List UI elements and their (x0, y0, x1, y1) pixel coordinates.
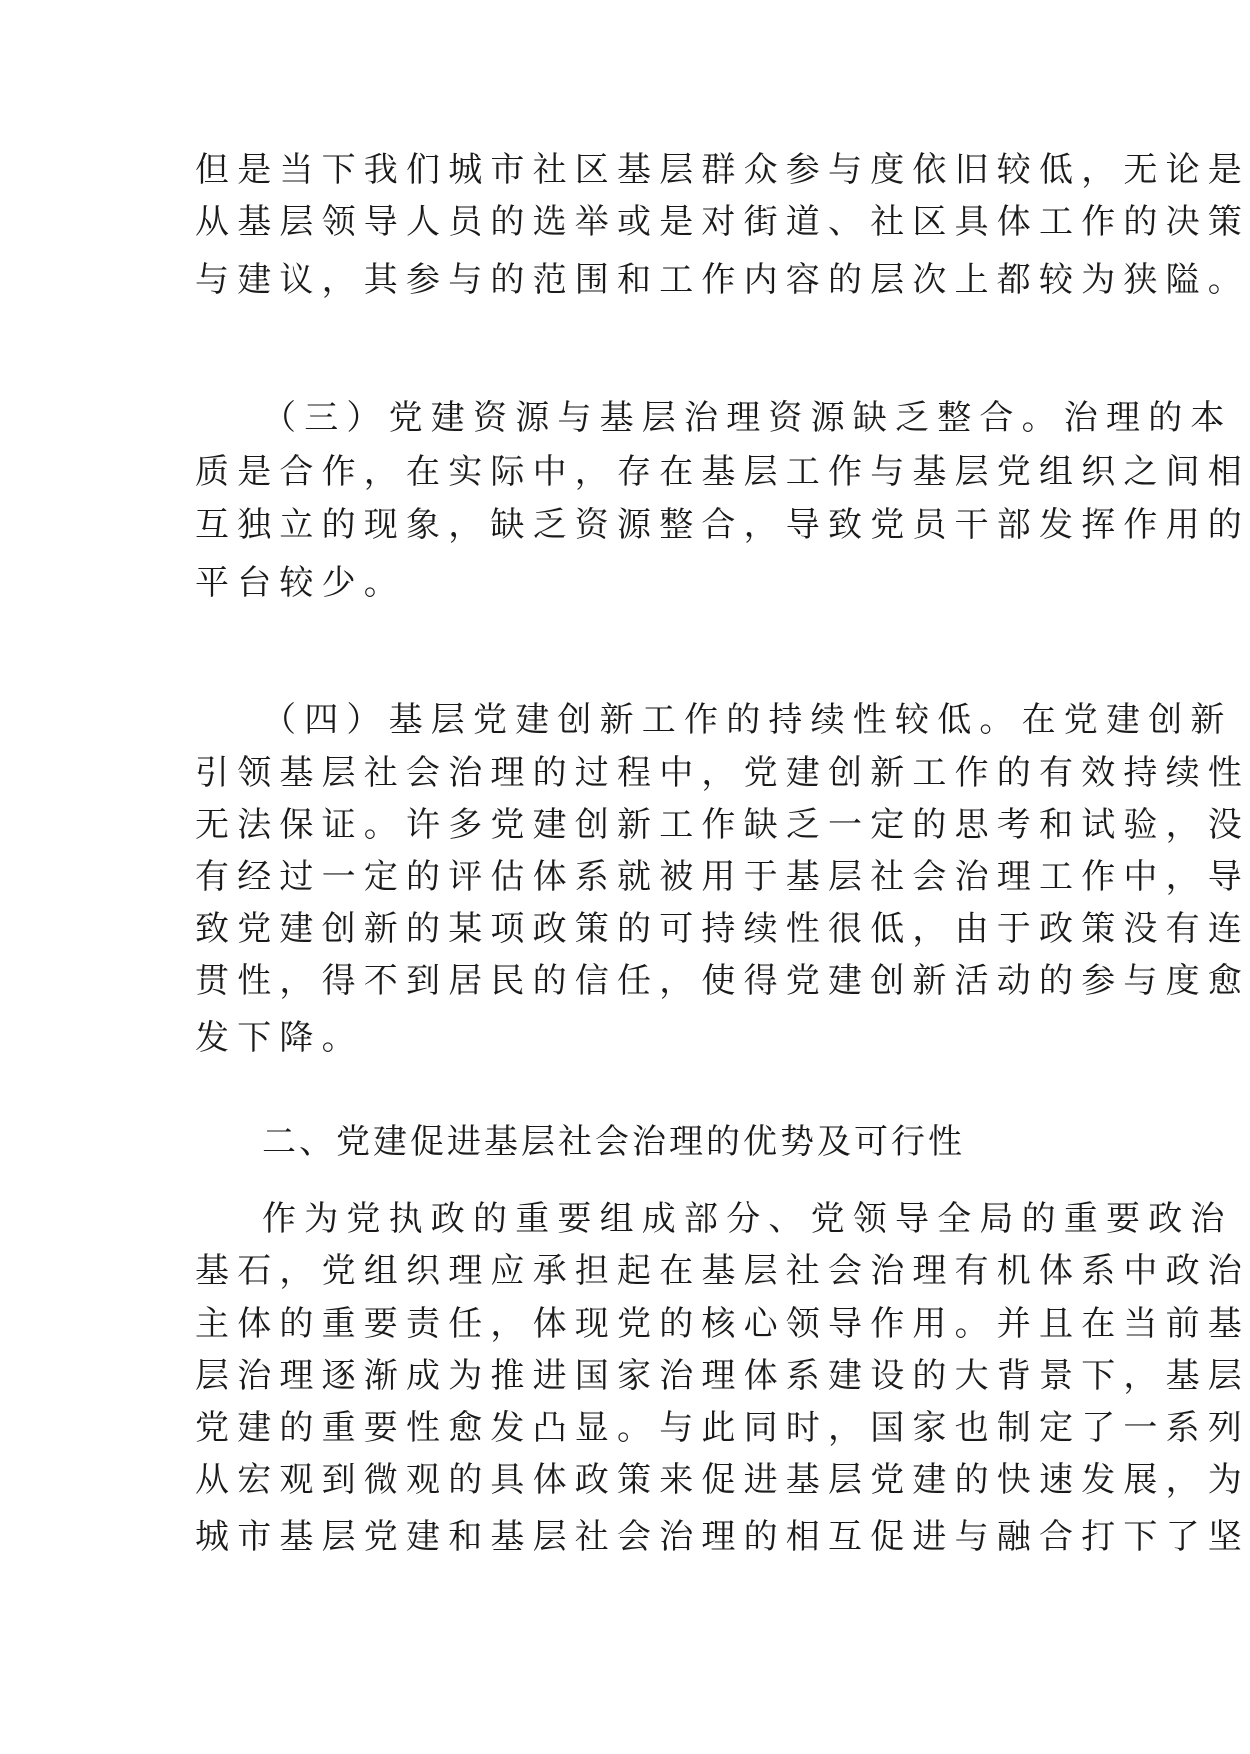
paragraph-4-line-3: 主体的重要责任，体现党的核心领导作用。并且在当前基 (195, 1304, 1250, 1344)
paragraph-3-line-1: （四）基层党建创新工作的持续性较低。在党建创新 (262, 700, 1233, 740)
paragraph-2-line-1: （三）党建资源与基层治理资源缺乏整合。治理的本 (262, 398, 1233, 438)
paragraph-4-line-5: 党建的重要性愈发凸显。与此同时，国家也制定了一系列 (195, 1408, 1250, 1448)
paragraph-4-line-7: 城市基层党建和基层社会治理的相互促进与融合打下了坚 (195, 1517, 1250, 1557)
paragraph-3-line-5: 致党建创新的某项政策的可持续性很低，由于政策没有连 (195, 909, 1250, 949)
paragraph-4-line-2: 基石，党组织理应承担起在基层社会治理有机体系中政治 (195, 1251, 1250, 1291)
paragraph-2-line-2: 质是合作，在实际中，存在基层工作与基层党组织之间相 (195, 452, 1250, 492)
paragraph-3-line-2: 引领基层社会治理的过程中，党建创新工作的有效持续性 (195, 753, 1250, 793)
paragraph-1-line-3: 与建议，其参与的范围和工作内容的层次上都较为狭隘。 (195, 260, 1250, 300)
paragraph-2-line-4: 平台较少。 (195, 563, 406, 603)
paragraph-4-line-6: 从宏观到微观的具体政策来促进基层党建的快速发展，为 (195, 1460, 1250, 1500)
section-heading: 二、党建促进基层社会治理的优势及可行性 (262, 1122, 965, 1162)
paragraph-3-line-7: 发下降。 (195, 1018, 364, 1058)
paragraph-2-line-3: 互独立的现象，缺乏资源整合，导致党员干部发挥作用的 (195, 505, 1250, 545)
paragraph-1-line-2: 从基层领导人员的选举或是对街道、社区具体工作的决策 (195, 202, 1250, 242)
paragraph-4-line-4: 层治理逐渐成为推进国家治理体系建设的大背景下，基层 (195, 1356, 1250, 1396)
paragraph-4-line-1: 作为党执政的重要组成部分、党领导全局的重要政治 (262, 1199, 1233, 1239)
paragraph-1-line-1: 但是当下我们城市社区基层群众参与度依旧较低，无论是 (195, 150, 1250, 190)
paragraph-3-line-3: 无法保证。许多党建创新工作缺乏一定的思考和试验，没 (195, 805, 1250, 845)
paragraph-3-line-4: 有经过一定的评估体系就被用于基层社会治理工作中，导 (195, 857, 1250, 897)
paragraph-3-line-6: 贯性，得不到居民的信任，使得党建创新活动的参与度愈 (195, 961, 1250, 1001)
